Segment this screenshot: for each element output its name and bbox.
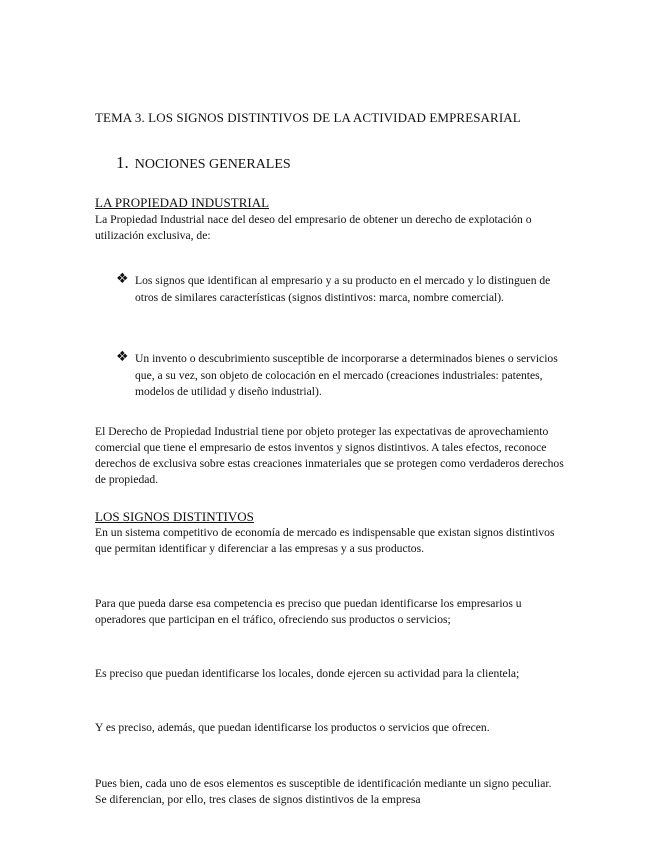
bullet-item-signos [116, 273, 566, 306]
propiedad-heading: LA PROPIEDAD INDUSTRIAL [95, 195, 270, 210]
signos-paragraph: Y es preciso, además, que puedan identificarse los productos o servicios que ofrecen. [95, 721, 490, 734]
section-heading [116, 153, 291, 173]
bullet-text: Un invento o descubrimiento susceptible de incorporarse a determinados bienes o servicios que, a su vez, son objeto de colocación en el mercado (creaciones industriales: patentes, modelos de utilidad y diseño industrial). [135, 352, 558, 398]
four-diamond-bullet-icon: ❖ [116, 271, 129, 287]
signos-paragraph: Pues bien, cada uno de esos elementos es susceptible de identificación mediante un signo peculiar. Se diferencian, por ello, tres clases de signos distintivos de la empresa [95, 777, 552, 806]
signos-heading: LOS SIGNOS DISTINTIVOS [95, 509, 254, 524]
signos-paragraph: Para que pueda darse esa competencia es preciso que puedan identificarse los empresarios u operadores que participan en el tráfico, ofreciendo sus productos o servicios; [95, 597, 522, 626]
four-diamond-bullet-icon: ❖ [116, 349, 129, 365]
propiedad-intro: La Propiedad Industrial nace del deseo del empresario de obtener un derecho de explotación o utilización exclusiva, de: [95, 213, 532, 242]
bullet-text: Los signos que identifican al empresario y a su producto en el mercado y lo distinguen de otros de similares características (signos distintivos: marca, nombre comercial). [135, 274, 551, 304]
document-title: TEMA 3. LOS SIGNOS DISTINTIVOS DE LA ACTIVIDAD EMPRESARIAL [95, 110, 521, 125]
section-title: NOCIONES GENERALES [134, 157, 291, 172]
signos-paragraph: En un sistema competitivo de economía de mercado es indispensable que existan signos distintivos que permitan identificar y diferenciar a las empresas y a sus productos. [95, 526, 555, 555]
propiedad-derecho-paragraph: El Derecho de Propiedad Industrial tiene por objeto proteger las expectativas de aprovechamiento comercial que tiene el empresario de estos inventos y signos distintivos. A tales efectos, reconoce derechos de exclusiva sobre estas creaciones inmateriales que se protegen como verdaderos derechos de propiedad. [95, 425, 564, 486]
bullet-item-invento [116, 351, 566, 401]
signos-paragraph: Es preciso que puedan identificarse los locales, donde ejercen su actividad para la clientela; [95, 667, 520, 680]
section-number: 1. [116, 153, 129, 172]
